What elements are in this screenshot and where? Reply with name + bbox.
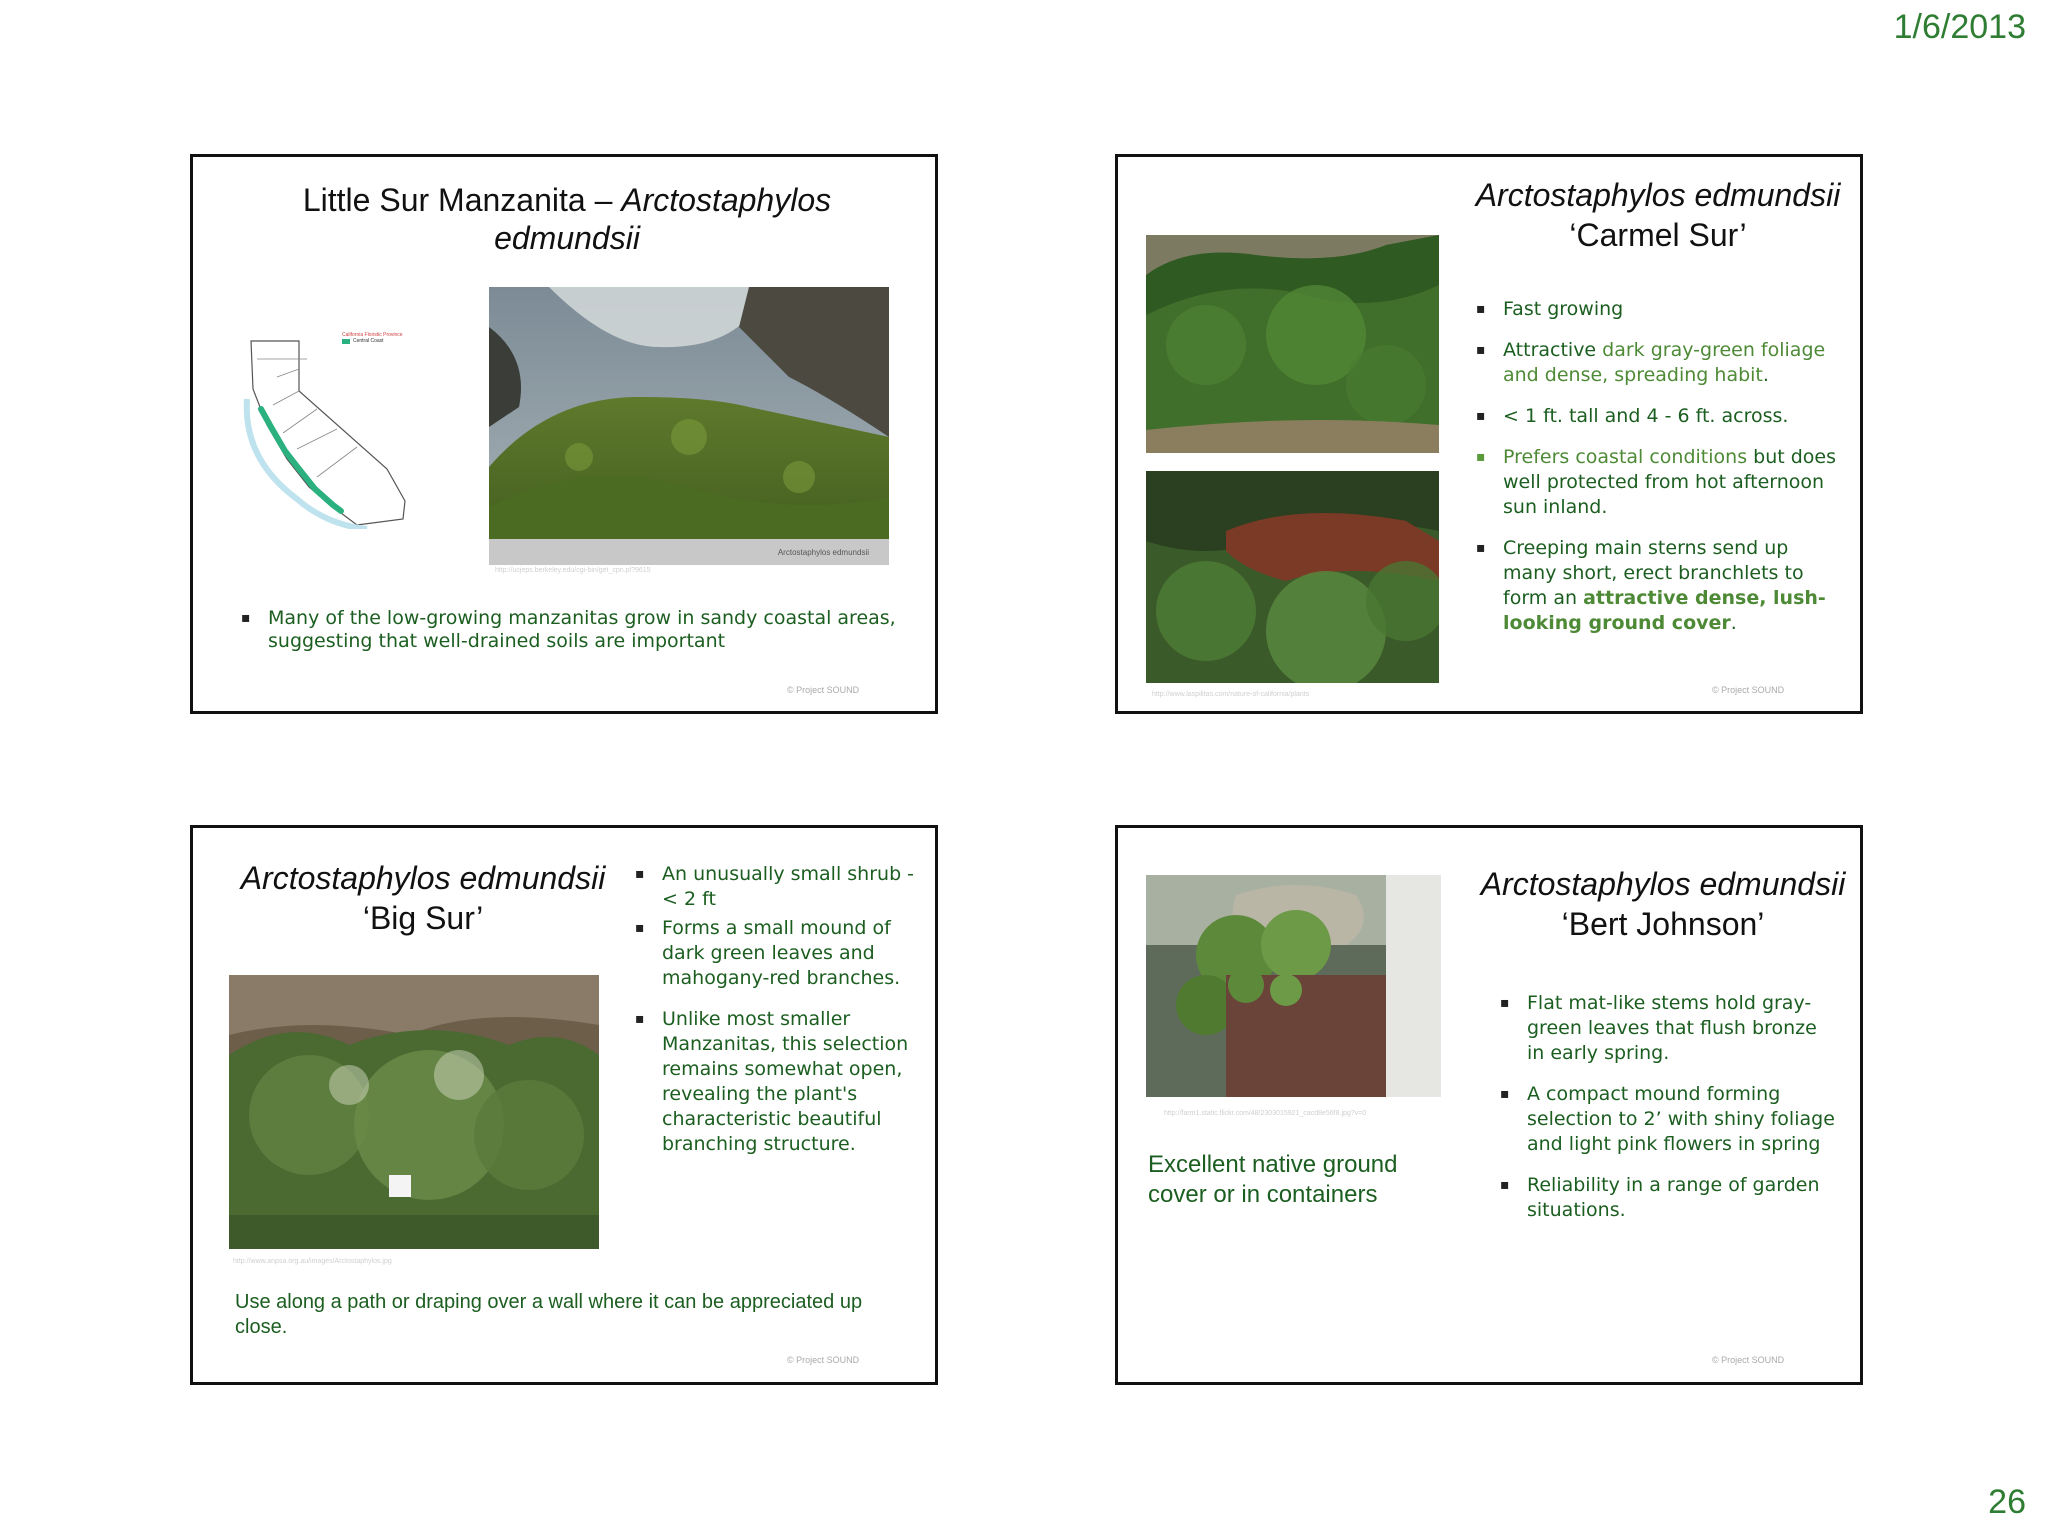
bullet-text: . [1730, 612, 1737, 634]
slide-title [1473, 175, 1843, 255]
bullet-text: Fast growing [1503, 298, 1624, 320]
photo-caption: Arctostaphylos edmundsii [777, 548, 869, 557]
slide-bert-johnson [1115, 825, 1863, 1385]
title-latin-part2: edmundsii [494, 220, 640, 256]
slide-big-sur [190, 825, 938, 1385]
bullet-item [1476, 445, 1846, 520]
caption-text: Excellent native ground cover or in containers [1148, 1151, 1398, 1208]
shrub-photo-top [1146, 235, 1439, 453]
bullet-text-highlight: dark gray-green foliage and dense, spreading habit [1503, 339, 1826, 386]
bullet-list [1500, 991, 1840, 1239]
title-common-name: Little Sur Manzanita – [302, 182, 622, 218]
copyright-note: © Project SOUND [787, 1355, 860, 1365]
bullet-item: ▪ Flat mat-like stems hold gray-green leaves that flush bronze in early spring. [1500, 991, 1840, 1066]
photo-source-url: http://www.anpsa.org.au/images/Arctostaphylos.jpg [233, 1258, 392, 1265]
bullet-list [241, 607, 911, 669]
bullet-list [1476, 297, 1846, 652]
usage-note: Use along a path or draping over a wall where it can be appreciated up close. [235, 1291, 863, 1338]
bullet-item [1476, 404, 1846, 429]
bullet-item: ▪ An unusually small shrub - < 2 ft [635, 862, 915, 912]
bullet-item: ▪ A compact mound forming selection to 2’ with shiny foliage and light pink flowers in spring [1500, 1082, 1840, 1157]
map-legend-item: Central Coast [353, 338, 384, 344]
slide-carmel-sur [1115, 154, 1863, 714]
bullet-item: ▪ Unlike most smaller Manzanitas, this selection remains somewhat open, revealing the plant's characteristic beautiful branching structure. [635, 1007, 915, 1157]
copyright-note: © Project SOUND [1712, 685, 1785, 695]
title-cultivar-name: ‘Big Sur’ [362, 900, 484, 936]
title-latin-name: Arctostaphylos edmundsii [240, 860, 606, 896]
slide-little-sur-manzanita [190, 154, 938, 714]
title-latin-name: Arctostaphylos edmundsii [1475, 177, 1841, 213]
bullet-item [1476, 297, 1846, 322]
bullet-item: ▪ Forms a small mound of dark green leaves and mahogany-red branches. [635, 916, 915, 991]
title-latin-name: Arctostaphylos edmundsii [1480, 866, 1846, 902]
photo-source-url: http://ucjeps.berkeley.edu/cgi-bin/get_cpn.pl?9615 [495, 567, 651, 574]
bullet-text-bold: attractive dense, lush-looking ground cover [1503, 587, 1826, 634]
slide-title [1473, 864, 1853, 944]
slide-title [193, 181, 938, 257]
photo-source-url: http://www.laspilitas.com/nature-of-california/plants [1152, 691, 1310, 698]
title-latin-part1: Arctostaphylos [621, 182, 832, 218]
bullet-text: Attractive [1503, 339, 1603, 361]
title-cultivar-name: ‘Carmel Sur’ [1569, 217, 1747, 253]
container-planting-photo [1146, 875, 1441, 1097]
bullet-item: ▪ Many of the low-growing manzanitas grow in sandy coastal areas, suggesting that well-drained soils are important [241, 607, 911, 653]
bullet-item [1476, 536, 1846, 636]
copyright-note: © Project SOUND [1712, 1355, 1785, 1365]
map-legend-swatch [342, 339, 350, 344]
bullet-text: but does well protected from hot afternoon sun inland. [1503, 446, 1837, 518]
document-date: 1/6/2013 [1893, 8, 2026, 46]
shrub-garden-photo [229, 975, 599, 1249]
bullet-text-highlight: Prefers coastal conditions [1503, 446, 1748, 468]
page-number: 26 [1988, 1483, 2026, 1521]
bullet-text: Creeping main sterns send up many short, erect branchlets to form an [1503, 537, 1804, 609]
photo-source-url: http://farm1.static.flickr.com/48/2303015921_cacd8e56f8.jpg?v=0 [1164, 1110, 1367, 1117]
shrub-photo-bottom [1146, 471, 1439, 683]
bullet-item [1476, 338, 1846, 388]
bullet-list [635, 862, 915, 1173]
map-legend-title: California Floristic Province [342, 332, 403, 338]
bullet-text: . [1762, 364, 1769, 386]
copyright-note: © Project SOUND [787, 685, 860, 695]
california-map [237, 329, 452, 529]
title-cultivar-name: ‘Bert Johnson’ [1561, 906, 1765, 942]
bullet-text: < 1 ft. tall and 4 - 6 ft. across. [1503, 405, 1789, 427]
slide-title [233, 858, 613, 938]
coastal-hillside-photo [489, 287, 889, 565]
bullet-item: ▪ Reliability in a range of garden situations. [1500, 1173, 1840, 1223]
